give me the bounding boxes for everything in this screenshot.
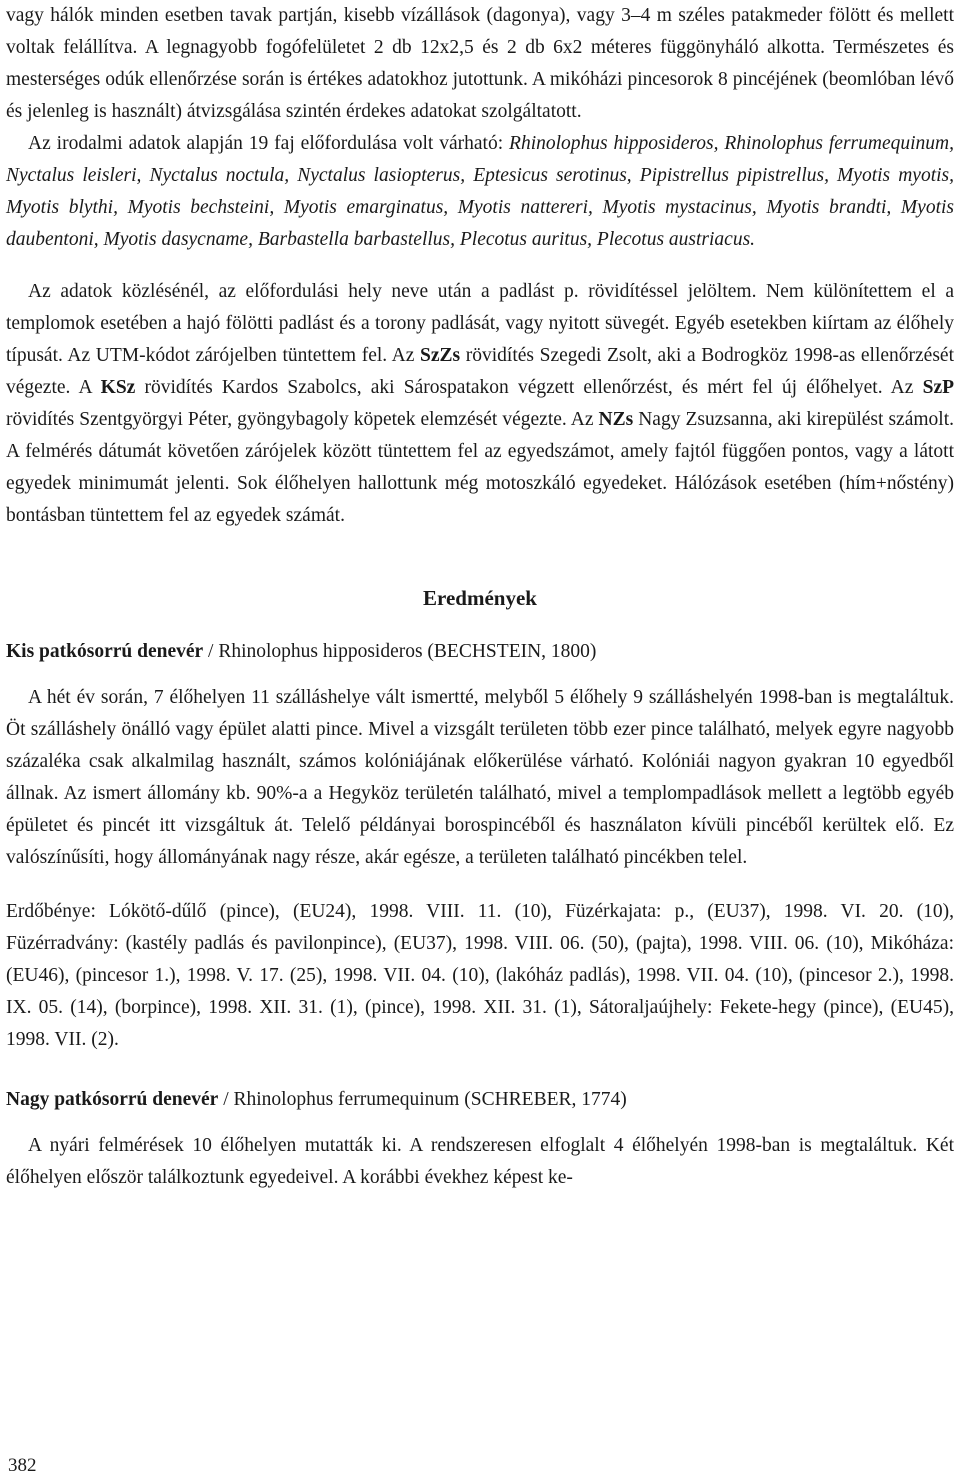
species-hungarian-name: Kis patkósorrú denevér [6,641,204,662]
intro-paragraph-expected-species [6,128,954,256]
species-text-hipposideros: A hét év során, 7 élőhelyen 11 szálláshelye vált ismertté, melyből 5 élőhely 9 szálláshelyén 1998-ban is megtaláltuk. Öt szálláshely önálló vagy épület alatti pince. Mivel a vizsgált területen több ezer pince található, melyek egyre nagyobb százaléka csak alkalmilag használt, számos kolóniájának előkerülése várható. Kolóniái nagyon gyakran 10 egyedből állnak. Az ismert állomány kb. 90%-a a Hegyköz területén található, mivel a templompadlások mellett a legtöbb egyéb épületet és pincét itt vizsgáltuk át. Telelő példányai borospincéből és használaton kívüli pincéből kerültek elő. Ez valószínűsíti, hogy állományának nagy része, akár egésze, a területen található pincékben telel. [6,687,954,868]
species-separator: / [218,1089,234,1110]
abbrev-ksz: KSz [100,377,136,398]
species-separator: / [203,641,219,662]
species-hungarian-name: Nagy patkósorrú denevér [6,1089,219,1110]
abbrev-text-c: rövidítés Kardos Szabolcs, aki Sárospatakon végzett ellenőrzést, és mért fel új élőhelyet. Az [135,377,923,398]
species-title-ferrumequinum [6,1084,954,1116]
species-title-hipposideros [6,636,954,668]
section-heading-results: Eredmények [423,586,537,610]
abbrev-text-d: rövidítés Szentgyörgyi Péter, gyöngybagoly köpetek elemzését végezte. Az [6,409,599,430]
expected-species-list: Rhinolophus hipposideros, Rhinolophus ferrumequinum, Nyctalus leisleri, Nyctalus noctula, Nyctalus lasiopterus, Eptesicus serotinus, Pipistrellus pipistrellus, Myotis myotis, Myotis blythi, Myotis bechsteini, Myotis emarginatus, Myotis nattereri, Myotis mystacinus, Myotis brandti, Myotis daubentoni, Myotis dasycname, Barbastella barbastellus, Plecotus auritus, Plecotus austriacus. [6,133,954,250]
abbrev-text-e: Nagy Zsuzsanna, aki kirepülést számolt. A felmérés dátumát követően zárójelek között tüntettem fel az egyedszámot, amely fajtól függően pontos, vagy a látott egyedek minimumát jelenti. Sok élőhelyen hallottunk még motoszkáló egyedeket. Hálózások esetében (hím+nőstény) bontásban tüntettem fel az egyedek számát. [6,409,954,526]
species-latin-name: Rhinolophus hipposideros (BECHSTEIN, 1800) [218,641,597,662]
species-text-ferrumequinum: A nyári felmérések 10 élőhelyen mutatták ki. A rendszeresen elfoglalt 4 élőhelyén 1998-ban is megtaláltuk. Két élőhelyen először találkoztunk egyedeivel. A korábbi évekhez képest ke- [6,1135,954,1188]
abbrev-text-b: rövidítés Szegedi Zsolt, aki a Bodrogköz 1998-as ellenőrzését végezte. A [6,345,954,398]
expected-species-lead: Az irodalmi adatok alapján 19 faj előfordulása volt várható: [28,133,510,154]
page-number: 382 [8,1455,37,1476]
abbrev-text-a: Az adatok közlésénél, az előfordulási hely neve után a padlást p. rövidítéssel jelöltem. Nem különítettem el a templomok esetében a hajó fölötti padlást és a torony padlását, vagy nyitott süvegét. Egyéb esetekben kiírtam az élőhely típusát. Az UTM-kódot zárójelben tüntettem fel. Az [6,281,954,366]
intro-paragraph-abbreviations [6,276,954,532]
abbrev-nzs: NZs [598,409,634,430]
document-page [6,0,954,1194]
abbrev-szp: SzP [922,377,955,398]
abbrev-szzs: SzZs [420,345,461,366]
species-latin-name: Rhinolophus ferrumequinum (SCHREBER, 1774) [233,1089,627,1110]
species-records-hipposideros: Erdőbénye: Lókötő-dűlő (pince), (EU24), 1998. VIII. 11. (10), Füzérkajata: p., (EU37), 1998. VI. 20. (10), Füzérradvány: (kastély padlás és pavilonpince), (EU37), 1998. VIII. 06. (50), (pajta), 1998. VIII. 06. (10), Mikóháza: (EU46), (pincesor 1.), 1998. V. 17. (25), 1998. VII. 04. (10), (lakóház padlás), 1998. VII. 04. (10), (pincesor 2.), 1998. IX. 05. (14), (borpince), 1998. XII. 31. (1), (pince), 1998. XII. 31. (1), Sátoraljaújhely: Fekete-hegy (pince), (EU45), 1998. VII. (2). [6,901,954,1050]
intro-paragraph-methods: vagy hálók minden esetben tavak partján, kisebb vízállások (dagonya), vagy 3–4 m széles patakmeder fölött és mellett voltak felállítva. A legnagyobb fogófelületet 2 db 12x2,5 és 2 db 6x2 méteres függönyháló alkotta. Természetes és mesterséges odúk ellenőrzése során is értékes adatokhoz jutottunk. A mikóházi pincesorok 8 pincéjének (beomlóban lévő és jelenleg is használt) átvizsgálása szintén érdekes adatokat szolgáltatott. [6,5,954,122]
